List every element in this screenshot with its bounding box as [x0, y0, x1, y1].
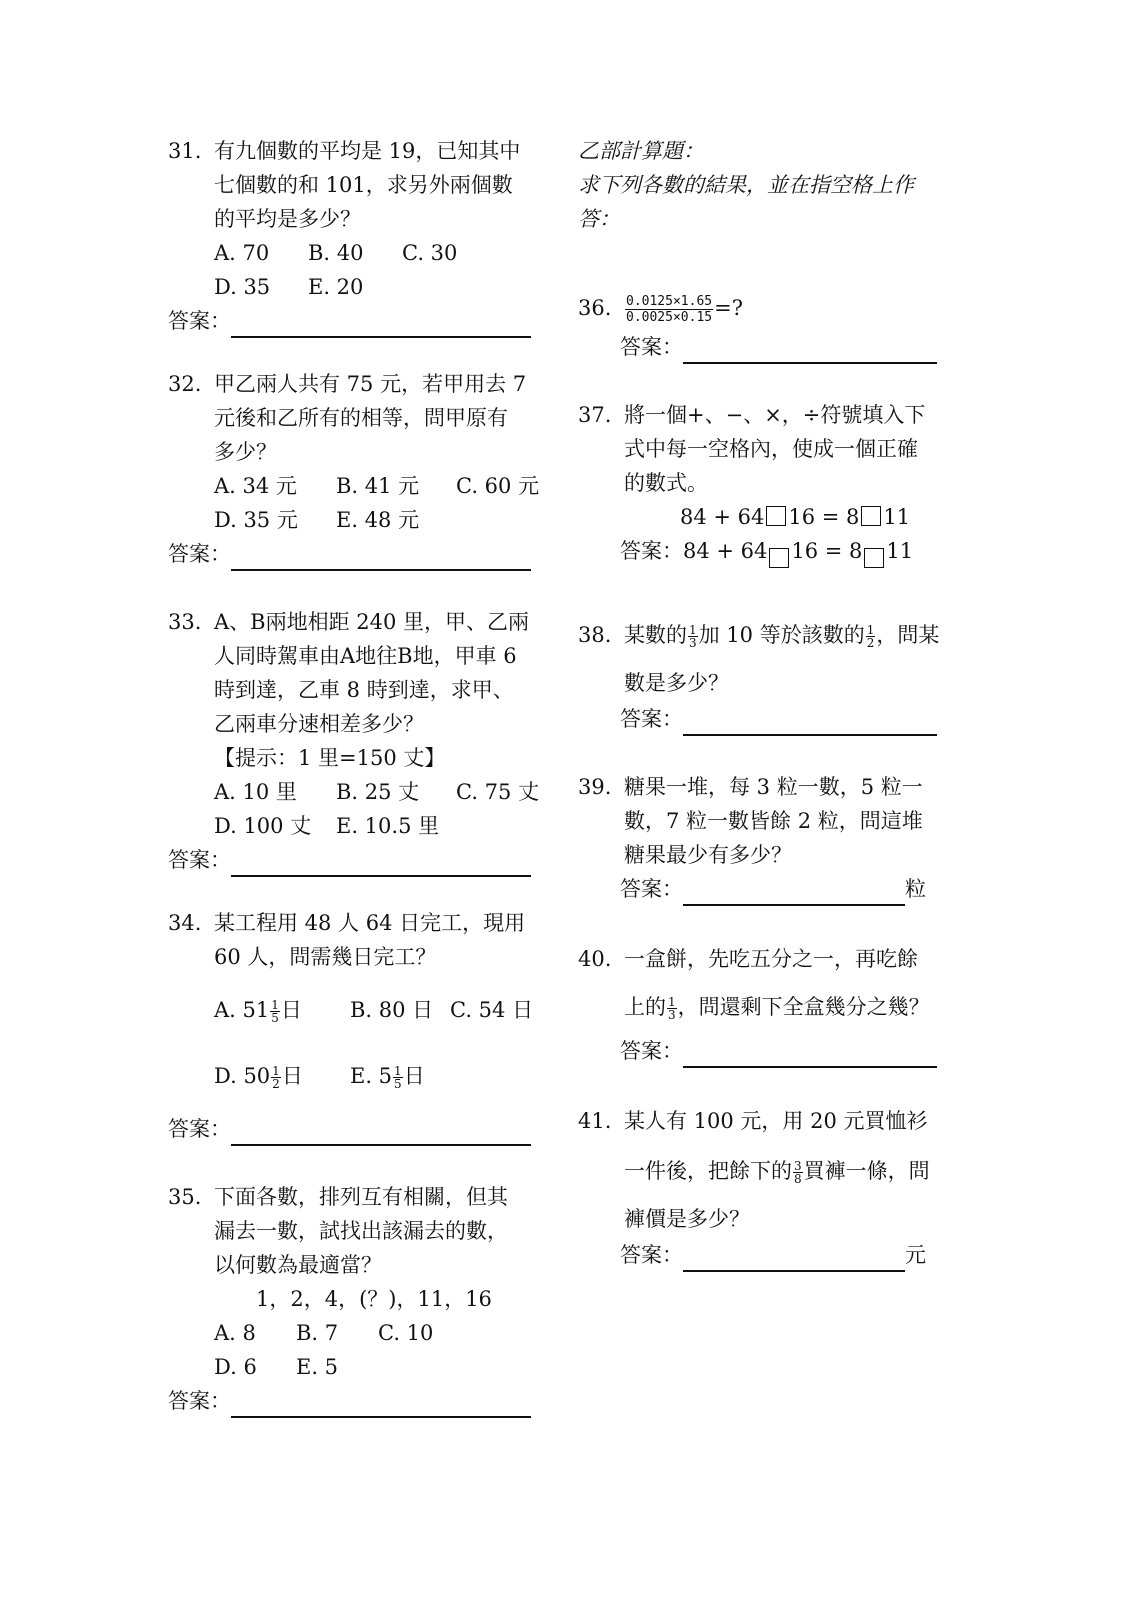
question-text: 將一個+、−、×，÷符號填入下: [624, 403, 926, 427]
option-e: [350, 1056, 425, 1096]
equation-part: 84 + 64: [680, 505, 765, 529]
answer-line: [578, 872, 958, 906]
fraction: [271, 1065, 281, 1090]
options-row: [214, 236, 540, 270]
option-e: E. 10.5 里: [336, 814, 440, 838]
fraction-denominator: 5: [271, 1011, 279, 1025]
fraction: [793, 1160, 803, 1185]
question-number: 34.: [168, 911, 202, 935]
text-part: ，問還剩下全盒幾分之幾？: [677, 995, 930, 1019]
question-text: [624, 1152, 958, 1190]
question-text: 漏去一數，試找出該漏去的數，: [214, 1219, 508, 1243]
question-text: 下面各數，排列互有相關，但其: [214, 1185, 508, 1209]
question-text: 元後和乙所有的相等，問甲原有: [214, 406, 508, 430]
option-unit: 日: [280, 998, 302, 1022]
fraction: [270, 999, 280, 1024]
question-39: [578, 770, 958, 872]
equals-question: =?: [714, 296, 743, 320]
options-row: [214, 775, 540, 809]
question-41: [578, 1102, 958, 1238]
question-number: 37.: [578, 403, 612, 427]
fraction-denominator: 3: [689, 636, 697, 650]
text-part: 一件後，把餘下的: [624, 1159, 792, 1183]
option-b: B. 41 元: [336, 474, 420, 498]
equation: [624, 500, 958, 534]
answer-unit: 粒: [905, 877, 926, 901]
question-text: 時到達，乙車 8 時到達，求甲、: [214, 678, 514, 702]
question-text: 糖果最少有多少？: [624, 843, 792, 867]
options-row: [214, 809, 540, 843]
answer-blank[interactable]: [683, 1040, 937, 1068]
fraction-denominator: 3: [668, 1008, 676, 1022]
question-text: A、B兩地相距 240 里，甲、乙兩: [214, 610, 530, 634]
answer-label: 答案：: [168, 542, 231, 566]
fraction: [625, 294, 713, 325]
operator-box[interactable]: [769, 548, 789, 568]
answer-line: [168, 537, 540, 571]
answer-blank[interactable]: [231, 1390, 531, 1418]
question-31: [168, 134, 540, 304]
option-e-whole: E. 5: [350, 1064, 393, 1088]
question-text: 某人有 100 元，用 20 元買恤衫: [624, 1109, 928, 1133]
options-row: [214, 1350, 540, 1384]
question-38: [578, 616, 958, 702]
answer-blank[interactable]: [683, 1244, 905, 1272]
option-c: C. 75 丈: [456, 780, 540, 804]
answer-blank[interactable]: [231, 1118, 531, 1146]
option-c: C. 10: [378, 1321, 434, 1345]
option-a-whole: A. 51: [214, 998, 270, 1022]
option-c: C. 30: [402, 241, 458, 265]
question-number: 33.: [168, 610, 202, 634]
option-d: D. 6: [214, 1355, 257, 1379]
option-b: B. 80 日: [350, 998, 434, 1022]
equation-part: 11: [886, 539, 914, 563]
answer-label: 答案：: [168, 848, 231, 872]
options-row: [214, 1056, 540, 1096]
operator-box[interactable]: [864, 548, 884, 568]
option-a: A. 70: [214, 241, 270, 265]
question-text: 有九個數的平均是 19，已知其中: [214, 139, 521, 163]
question-36: [578, 286, 958, 330]
fraction-numerator: 1: [394, 1064, 402, 1078]
question-text: 糖果一堆，每 3 粒一數，5 粒一: [624, 775, 923, 799]
question-37: [578, 398, 958, 534]
hint-text: 【提示：1 里=150 丈】: [214, 746, 446, 770]
answer-label: 答案：: [620, 707, 683, 731]
question-text: 某工程用 48 人 64 日完工，現用: [214, 911, 526, 935]
option-b: B. 7: [296, 1321, 339, 1345]
question-text: 數是多少？: [624, 671, 729, 695]
fraction-numerator: 3: [794, 1159, 802, 1173]
option-a: A. 8: [214, 1321, 256, 1345]
operator-box[interactable]: [766, 506, 786, 526]
option-unit: 日: [403, 1064, 425, 1088]
fraction-denominator: 8: [794, 1172, 802, 1186]
question-text: 60 人，問需幾日完工？: [214, 945, 437, 969]
fraction: [688, 624, 698, 649]
question-text: [624, 988, 958, 1026]
section-instruction: 答：: [578, 207, 620, 231]
question-40: [578, 940, 958, 1026]
answer-label: 答案：: [620, 1039, 683, 1063]
answer-line: [578, 534, 958, 568]
option-a: [214, 990, 350, 1030]
option-c: C. 54 日: [450, 998, 534, 1022]
section-title: 乙部計算題：: [578, 139, 704, 163]
answer-line: [168, 1112, 540, 1146]
equation-part: 84 + 64: [683, 539, 768, 563]
question-number: 32.: [168, 372, 202, 396]
question-text: 一盒餅，先吃五分之一，再吃餘: [624, 947, 918, 971]
text-part: 買褲一條，問: [803, 1159, 930, 1183]
option-d: D. 35 元: [214, 508, 298, 532]
answer-unit: 元: [905, 1243, 926, 1267]
equation-part: 11: [883, 505, 911, 529]
answer-label: 答案：: [620, 539, 683, 563]
option-d: D. 100 丈: [214, 814, 312, 838]
operator-box[interactable]: [861, 506, 881, 526]
fraction-numerator: 1: [689, 623, 697, 637]
question-number: 36.: [578, 296, 612, 320]
option-d: D. 35: [214, 275, 271, 299]
question-text: 乙兩車分速相差多少？: [214, 712, 424, 736]
question-number: 40.: [578, 947, 612, 971]
answer-line: [578, 1238, 958, 1272]
question-number: 35.: [168, 1185, 202, 1209]
option-unit: 日: [281, 1064, 303, 1088]
answer-blank[interactable]: [231, 543, 531, 571]
answer-blank[interactable]: [231, 849, 531, 877]
fraction-denominator: 5: [394, 1077, 402, 1091]
option-b: B. 25 丈: [336, 780, 420, 804]
answer-line: [578, 330, 958, 364]
fraction-numerator: 1: [272, 1064, 280, 1078]
text-part: 加 10 等於該數的: [698, 623, 865, 647]
answer-blank[interactable]: [683, 336, 937, 364]
option-a: A. 34 元: [214, 474, 297, 498]
answer-line: [168, 1384, 540, 1418]
number-sequence: 1，2，4，(？)，11，16: [256, 1287, 492, 1311]
options-row: [214, 503, 540, 537]
option-e: E. 5: [296, 1355, 339, 1379]
answer-label: 答案：: [620, 877, 683, 901]
fraction-numerator: 1: [866, 623, 875, 637]
answer-line: [578, 702, 958, 736]
question-text: 的平均是多少？: [214, 207, 361, 231]
fraction-denominator: 0.0025×0.15: [626, 310, 713, 325]
fraction: [393, 1065, 403, 1090]
question-text: 多少？: [214, 440, 277, 464]
question-number: 41.: [578, 1109, 612, 1133]
fraction-numerator: 1: [271, 998, 279, 1012]
right-column: [578, 130, 958, 1272]
options-row: [214, 469, 540, 503]
question-number: 39.: [578, 775, 612, 799]
answer-line: [168, 843, 540, 877]
section-instruction: 求下列各數的結果，並在指空格上作: [578, 173, 914, 197]
answer-blank[interactable]: [683, 708, 937, 736]
answer-blank[interactable]: [683, 878, 905, 906]
fraction: [866, 624, 876, 649]
question-text: 甲乙兩人共有 75 元，若甲用去 7: [214, 372, 527, 396]
option-a: A. 10 里: [214, 780, 297, 804]
question-text: 褲價是多少？: [624, 1207, 750, 1231]
option-e: E. 20: [308, 275, 364, 299]
question-33: [168, 605, 540, 843]
text-part: 某數的: [624, 623, 687, 647]
option-e: E. 48 元: [336, 508, 420, 532]
answer-blank[interactable]: [231, 310, 531, 338]
answer-label: 答案：: [620, 335, 683, 359]
options-row: [214, 990, 540, 1030]
question-35: [168, 1180, 540, 1384]
option-d-whole: D. 50: [214, 1064, 271, 1088]
question-text: 七個數的和 101，求另外兩個數: [214, 173, 513, 197]
answer-label: 答案：: [168, 309, 231, 333]
options-row: [214, 270, 540, 304]
question-number: 31.: [168, 139, 202, 163]
question-text: 以何數為最適當？: [214, 1253, 382, 1277]
option-b: B. 40: [308, 241, 364, 265]
question-34: [168, 906, 540, 1096]
fraction-denominator: 2: [866, 636, 875, 650]
fraction-denominator: 2: [272, 1077, 280, 1091]
option-d: [214, 1056, 350, 1096]
question-text: 人同時駕車由A地往B地，甲車 6: [214, 644, 517, 668]
question-text: [624, 286, 958, 330]
left-column: [168, 130, 540, 1418]
fraction-numerator: 1: [668, 995, 676, 1009]
answer-line: [168, 304, 540, 338]
question-text: 數，7 粒一數皆餘 2 粒，問這堆: [624, 809, 923, 833]
fraction: [667, 996, 677, 1021]
option-c: C. 60 元: [456, 474, 540, 498]
question-text: [624, 616, 958, 654]
options-row: [214, 1316, 540, 1350]
section-header: [578, 134, 958, 236]
question-text: 式中每一空格內，使成一個正確: [624, 437, 918, 461]
question-32: [168, 367, 540, 537]
question-text: 的數式。: [624, 471, 708, 495]
answer-label: 答案：: [620, 1243, 683, 1267]
equation-part: 16 = 8: [788, 505, 860, 529]
question-number: 38.: [578, 623, 612, 647]
text-part: 上的: [624, 995, 666, 1019]
answer-label: 答案：: [168, 1389, 231, 1413]
answer-line: [578, 1034, 958, 1068]
answer-label: 答案：: [168, 1117, 231, 1141]
fraction-numerator: 0.0125×1.65: [626, 294, 713, 309]
equation-part: 16 = 8: [791, 539, 863, 563]
text-part: ，問某: [876, 623, 940, 647]
